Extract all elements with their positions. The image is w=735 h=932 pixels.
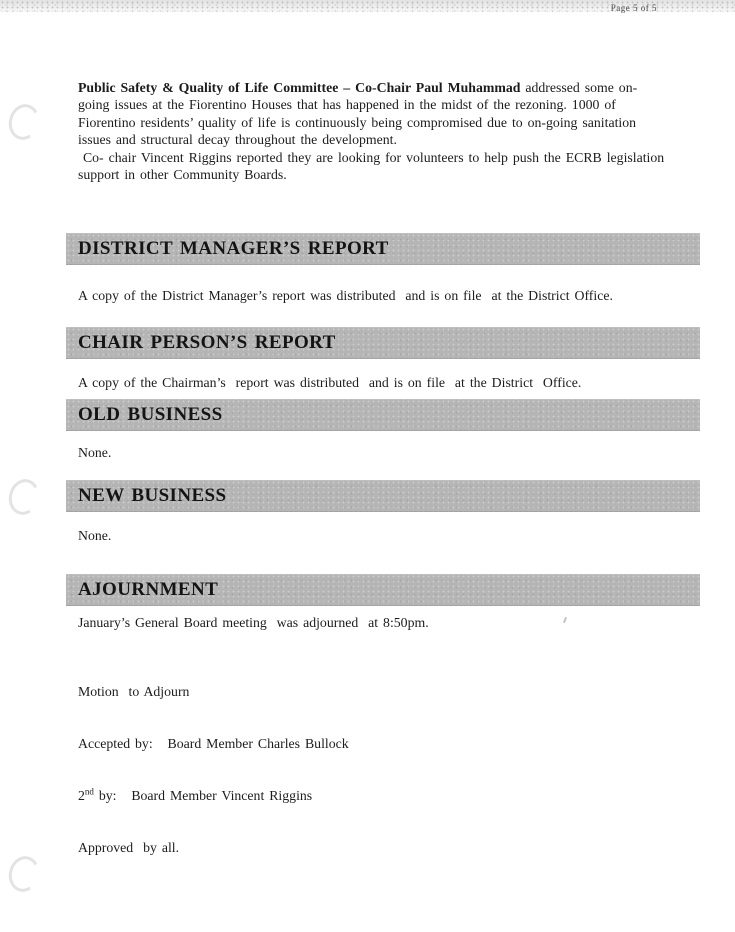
committee-paragraph-text: addressed some on-going issues at the Fiorentino Houses that has happened in the midst of the rezoning. 1000 of Fiorentino residents’ quality of life is continuously being compromised due to on-going sanitation issues and structural decay throughout the development. [78,80,641,148]
section-bar-chair-persons-report [66,327,700,359]
motion-line: Motion to Adjourn [78,683,190,699]
approved-line: Approved by all. [78,840,180,856]
section-bar-old-business [66,399,700,431]
seconded-by-line: 2nd by: Board Member Vincent Riggins [78,786,313,804]
section-heading: DISTRICT MANAGER’S REPORT [78,238,389,259]
hole-punch-artifact [5,476,43,518]
section-body: A copy of the District Manager’s report was distributed and is on file at the District Office. [78,288,613,303]
section-heading: NEW BUSINESS [78,485,227,506]
section-bar-district-managers-report [66,233,700,265]
section-body: January’s General Board meeting was adjourned at 8:50pm. [78,615,429,630]
section-bar-new-business [66,480,700,512]
page-indicator: Page 5 of 5 [610,3,657,13]
section-bar-ajournment [66,574,700,606]
section-heading: OLD BUSINESS [78,404,223,425]
adjournment-details [78,648,578,892]
accepted-by-line: Accepted by: Board Member Charles Bullock [78,736,349,752]
committee-paragraph-text2: Co- chair Vincent Riggins reported they are looking for volunteers to help push the ECRB legislation support in other Community Boards. [78,149,670,183]
hole-punch-artifact [5,101,43,143]
section-body: A copy of the Chairman’s report was distributed and is on file at the District Office. [78,375,582,390]
hole-punch-artifact [5,853,43,895]
section-body: None. [78,528,112,543]
section-body: None. [78,445,112,460]
section-heading: AJOURNMENT [78,579,219,600]
committee-paragraph-lead: Public Safety & Quality of Life Committee – Co-Chair Paul Muhammad [78,80,521,95]
section-heading: CHAIR PERSON’S REPORT [78,332,336,353]
committee-paragraph [78,79,668,183]
